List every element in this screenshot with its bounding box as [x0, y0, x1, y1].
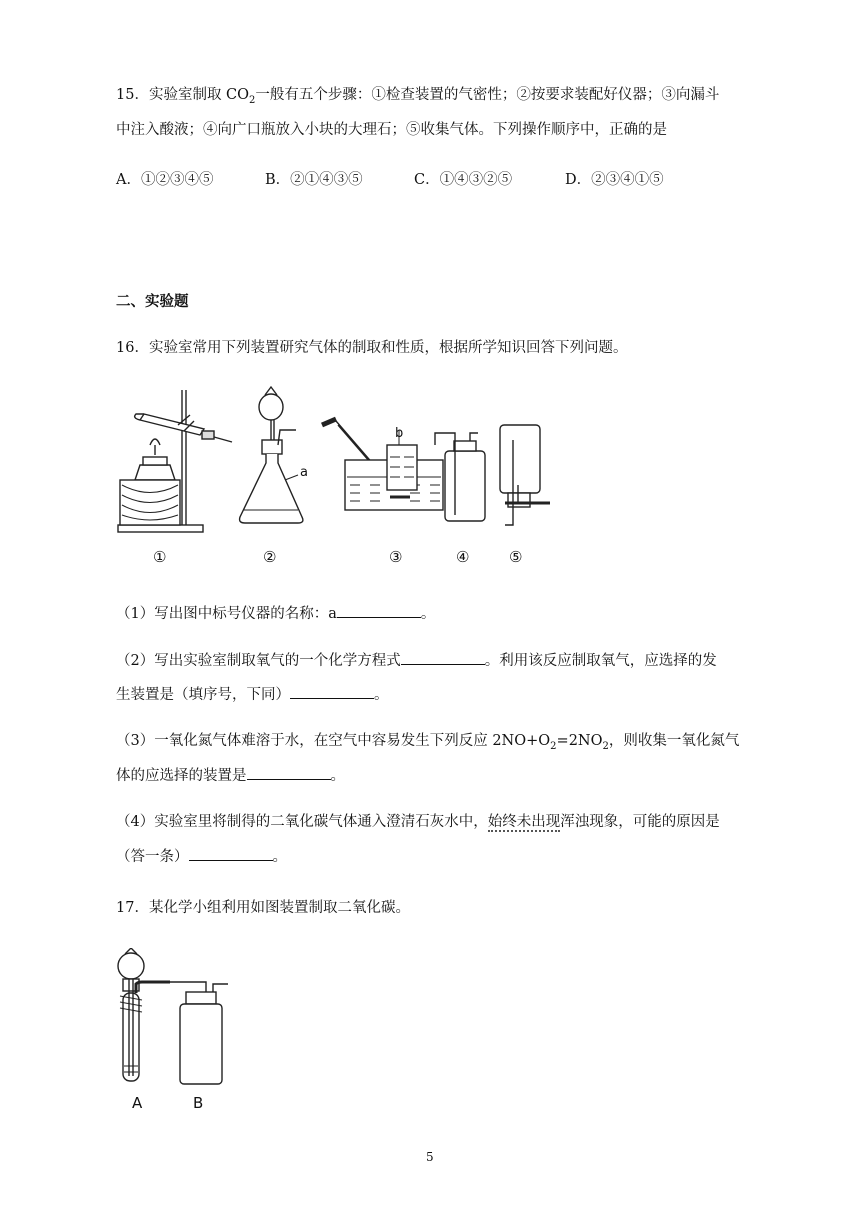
q15-line-1: 15．实验室制取 $CO_2$一般有五个步骤：①检查装置的气密性；②按要求装配好仪器；③向漏斗 — [116, 87, 720, 106]
q17-stem: 17．某化学小组利用如图装置制取二氧化碳。 — [116, 900, 410, 916]
answer-blank[interactable] — [189, 846, 273, 861]
answer-blank[interactable] — [290, 684, 374, 699]
figure-label-3: ③ — [389, 548, 403, 566]
section-title: 二、实验题 — [116, 293, 189, 310]
figure-label-2: ② — [263, 548, 277, 566]
page-number: 5 — [426, 1150, 434, 1164]
figure-label-4: ④ — [456, 548, 470, 566]
answer-blank[interactable] — [247, 765, 331, 780]
q16-part-1: （1）写出图中标号仪器的名称：a 。 — [116, 603, 435, 624]
q15-option-c: C．①④③②⑤ — [414, 172, 513, 188]
q15-option-a: A．①②③④⑤ — [116, 172, 214, 188]
q16-apparatus-figure — [110, 385, 560, 535]
q16-part-3-line-1: （3）一氧化氮气体难溶于水，在空气中容易发生下列反应 $2NO+O_2=2NO_2$，则收集一氧化氮气 — [116, 733, 740, 752]
q16-stem: 16．实验室常用下列装置研究气体的制取和性质，根据所学知识回答下列问题。 — [116, 340, 628, 356]
figure-label-1: ① — [153, 548, 167, 566]
label-B: B — [193, 1094, 204, 1112]
apparatus-1 — [118, 390, 232, 532]
q16-part-2-line-2: 生装置是（填序号，下同） 。 — [116, 684, 389, 705]
q16-part-4-line-1: （4）实验室里将制得的二氧化碳气体通入澄清石灰水中，始终未出现浑浊现象，可能的原因是 — [116, 814, 720, 830]
answer-blank[interactable] — [401, 650, 485, 665]
label-A: A — [132, 1094, 143, 1112]
apparatus-2 — [240, 387, 303, 523]
label-b: b — [395, 426, 404, 441]
label-a: a — [300, 465, 308, 480]
apparatus-5 — [500, 425, 550, 525]
figure-label-5: ⑤ — [509, 548, 523, 566]
q15-option-b: B．②①④③⑤ — [265, 172, 363, 188]
apparatus-3 — [322, 419, 443, 510]
q17-apparatus-figure — [108, 948, 248, 1093]
q15-option-d: D．②③④①⑤ — [565, 172, 664, 188]
q16-part-4-line-2: （答一条） 。 — [116, 846, 287, 867]
q15-line-2: 中注入酸液；④向广口瓶放入小块的大理石；⑤收集气体。下列操作顺序中，正确的是 — [116, 122, 667, 138]
q16-part-3-line-2: 体的应选择的装置是 。 — [116, 765, 345, 786]
answer-blank[interactable] — [337, 603, 421, 618]
q16-part-2-line-1: （2）写出实验室制取氧气的一个化学方程式 。利用该反应制取氧气，应选择的发 — [116, 650, 717, 671]
